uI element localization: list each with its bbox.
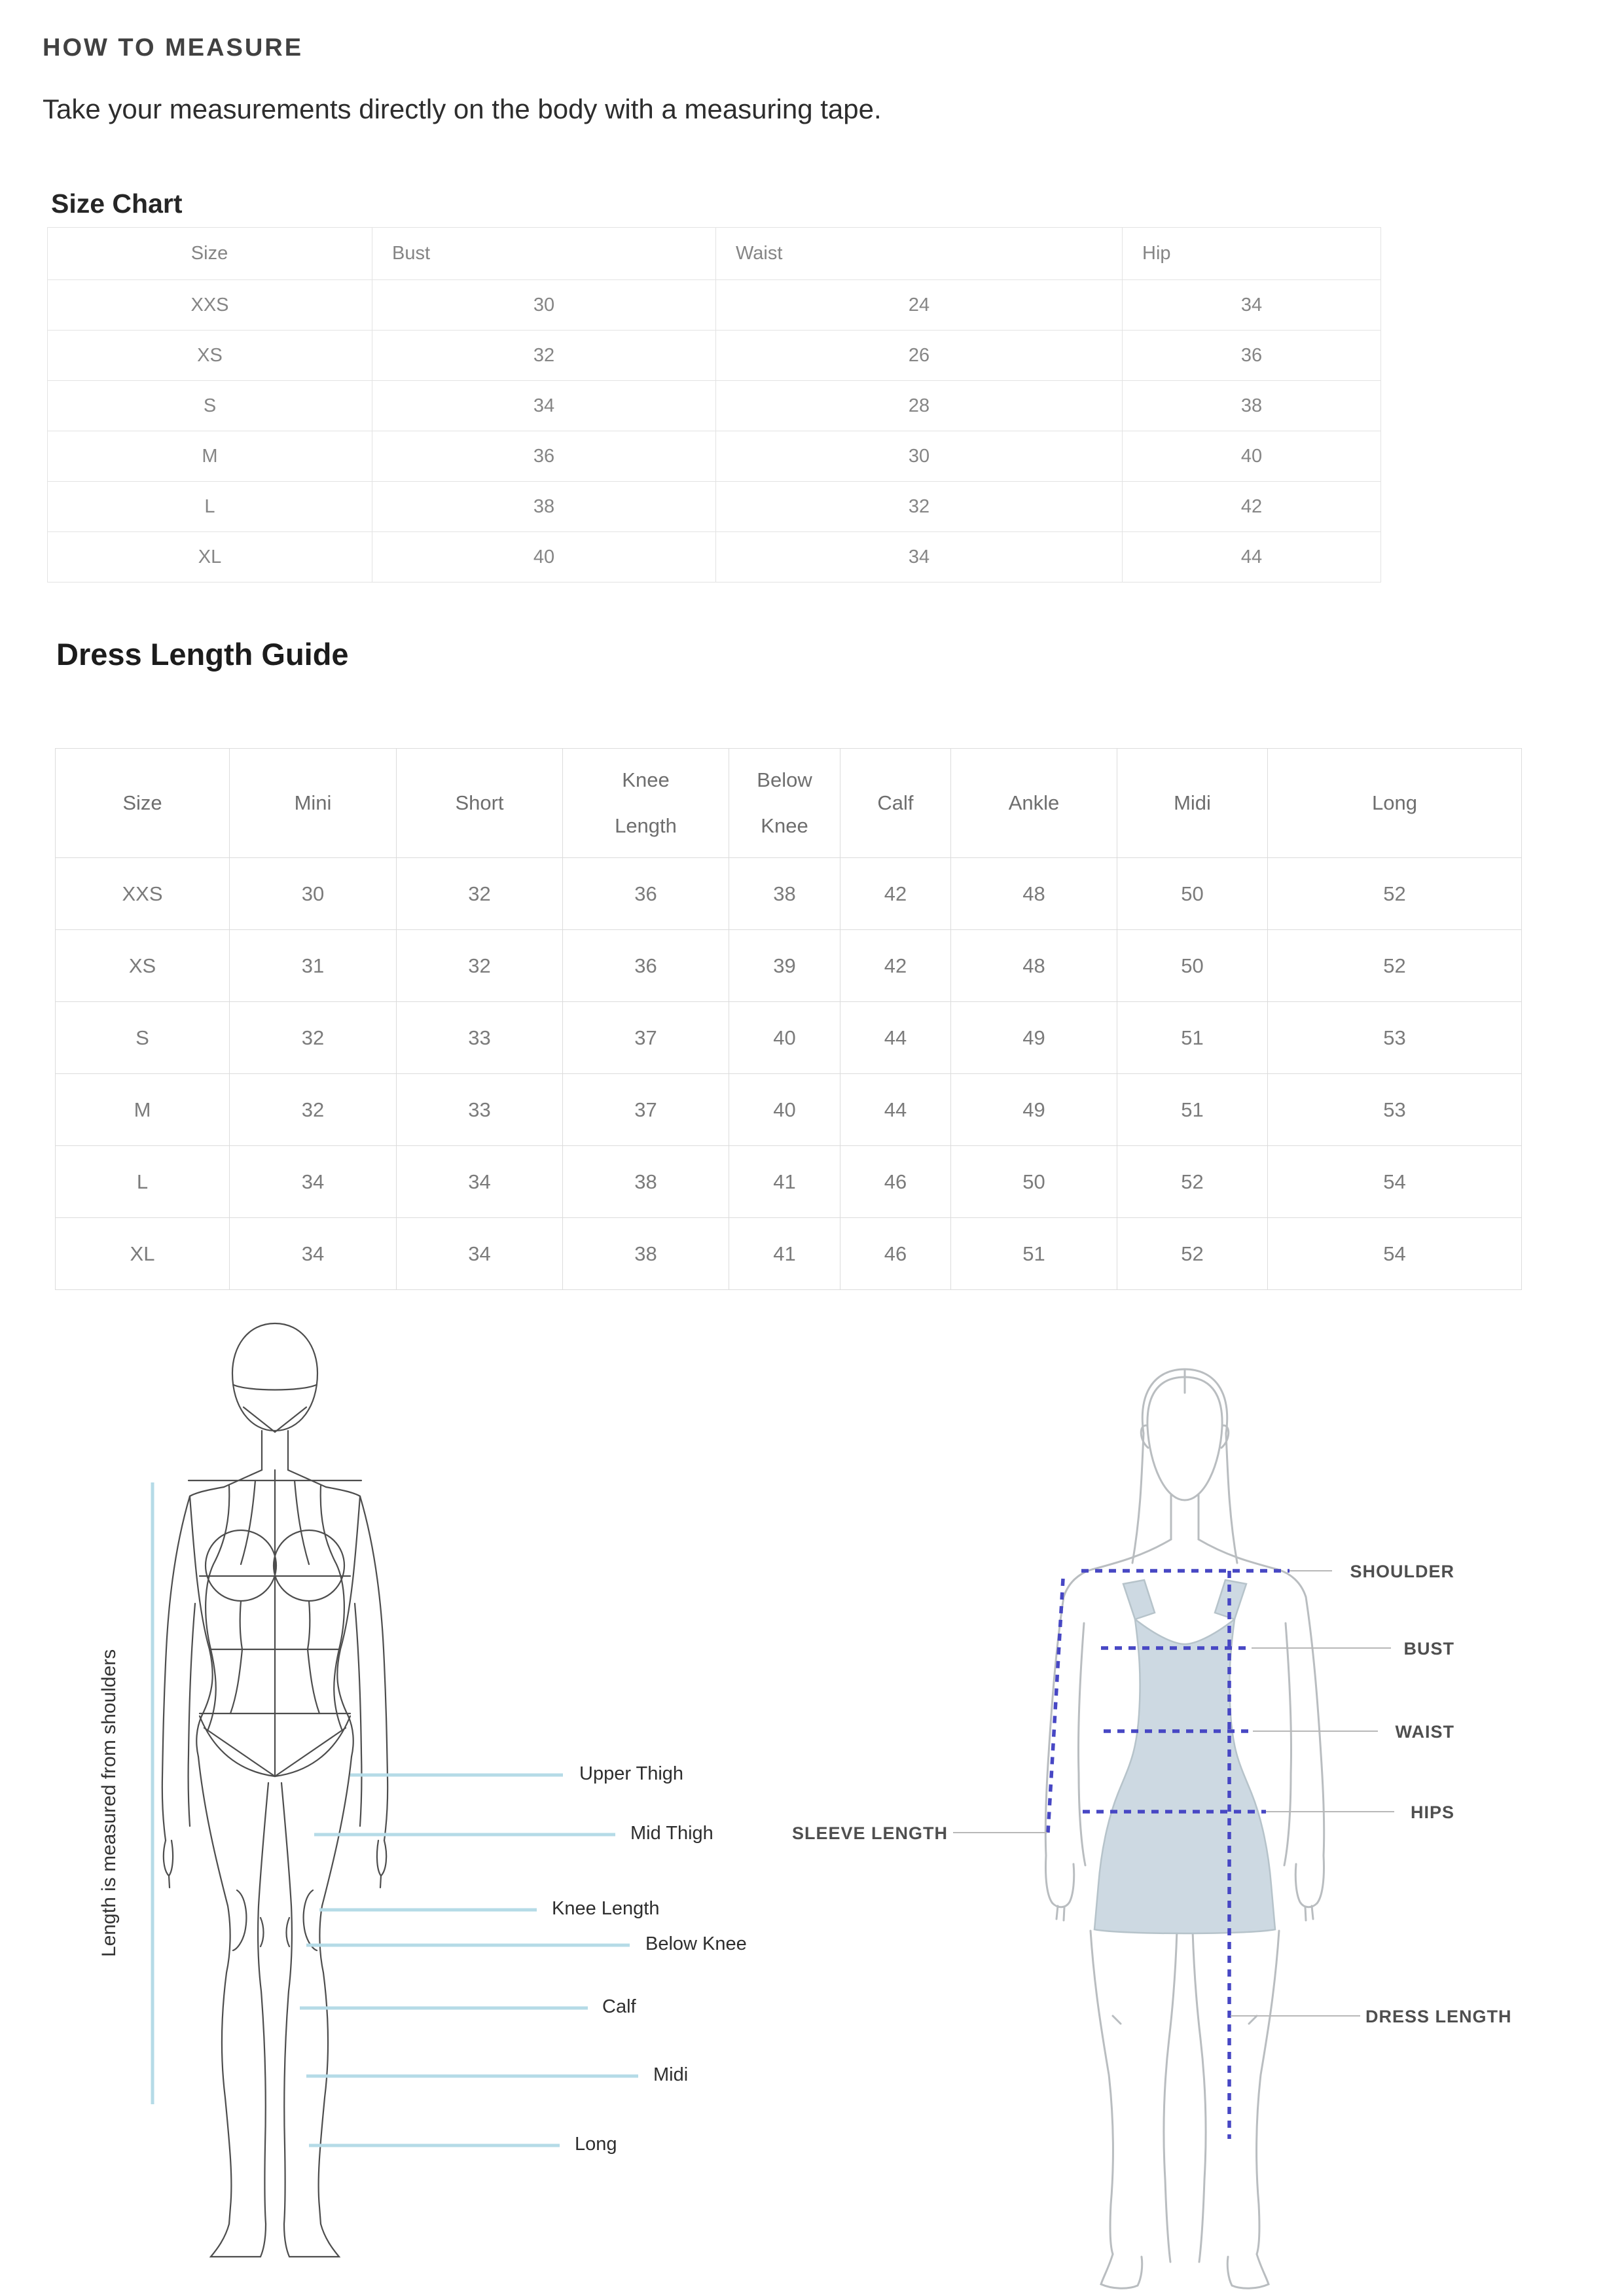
size-cell: L: [48, 482, 372, 532]
cell: 37: [563, 1002, 729, 1074]
column-header-size: Size: [48, 228, 372, 280]
cell: 48: [951, 930, 1117, 1002]
table-row: [48, 482, 1381, 532]
hip-cell: 42: [1123, 482, 1381, 532]
cell: 50: [951, 1146, 1117, 1218]
cell: 34: [230, 1218, 397, 1290]
column-header-short: Short: [397, 749, 563, 858]
waist-cell: 28: [716, 381, 1123, 431]
cell: 51: [951, 1218, 1117, 1290]
bust-cell: 30: [372, 280, 716, 331]
body-sketch-figures: [0, 1289, 1624, 2296]
size-chart-heading: Size Chart: [51, 188, 183, 219]
cell: 33: [397, 1074, 563, 1146]
measure-label-bust: BUST: [1403, 1639, 1454, 1659]
cell: 32: [397, 858, 563, 930]
waist-cell: 34: [716, 532, 1123, 583]
bust-cell: 40: [372, 532, 716, 583]
table-row: [48, 381, 1381, 431]
cell: 54: [1268, 1218, 1522, 1290]
table-row: [56, 858, 1522, 930]
cell: 50: [1117, 930, 1268, 1002]
bust-cell: 36: [372, 431, 716, 482]
cell: XL: [56, 1218, 230, 1290]
column-header-knee-length: Knee Length: [563, 749, 729, 858]
table-row: [56, 1218, 1522, 1290]
cell: 42: [840, 858, 951, 930]
cell: 49: [951, 1002, 1117, 1074]
column-header-waist: Waist: [716, 228, 1123, 280]
cell: 48: [951, 858, 1117, 930]
cell: 40: [729, 1074, 840, 1146]
cell: 53: [1268, 1002, 1522, 1074]
cell: 52: [1117, 1146, 1268, 1218]
bust-cell: 38: [372, 482, 716, 532]
size-cell: S: [48, 381, 372, 431]
length-label-below-knee: Below Knee: [645, 1933, 747, 1954]
waist-cell: 32: [716, 482, 1123, 532]
table-row: [56, 1074, 1522, 1146]
hip-cell: 34: [1123, 280, 1381, 331]
cell: 46: [840, 1218, 951, 1290]
column-header-long: Long: [1268, 749, 1522, 858]
cell: 32: [230, 1074, 397, 1146]
hip-cell: 40: [1123, 431, 1381, 482]
table-row: [48, 280, 1381, 331]
cell: 39: [729, 930, 840, 1002]
cell: XXS: [56, 858, 230, 930]
cell: 40: [729, 1002, 840, 1074]
hip-cell: 44: [1123, 532, 1381, 583]
header-row: [56, 749, 1522, 858]
cell: 31: [230, 930, 397, 1002]
column-header-bust: Bust: [372, 228, 716, 280]
table-row: [56, 930, 1522, 1002]
column-header-calf: Calf: [840, 749, 951, 858]
cell: 30: [230, 858, 397, 930]
cell: 53: [1268, 1074, 1522, 1146]
measure-label-shoulder: SHOULDER: [1350, 1562, 1454, 1581]
cell: 37: [563, 1074, 729, 1146]
length-label-upper-thigh: Upper Thigh: [579, 1763, 684, 1784]
hip-cell: 38: [1123, 381, 1381, 431]
measure-label-waist: WAIST: [1395, 1722, 1454, 1742]
bust-cell: 32: [372, 331, 716, 381]
waist-cell: 30: [716, 431, 1123, 482]
cell: 52: [1268, 930, 1522, 1002]
cell: 34: [397, 1218, 563, 1290]
table-row: [48, 331, 1381, 381]
croquis-figure: [162, 1323, 388, 2257]
cell: 36: [563, 858, 729, 930]
dress-shape: [1094, 1580, 1275, 1933]
cell: 44: [840, 1074, 951, 1146]
cell: 51: [1117, 1074, 1268, 1146]
size-chart-table: [47, 227, 1381, 583]
cell: 41: [729, 1146, 840, 1218]
measure-label-dress-length: DRESS LENGTH: [1365, 2007, 1512, 2026]
header-row: [48, 228, 1381, 280]
cell: S: [56, 1002, 230, 1074]
cell: 50: [1117, 858, 1268, 930]
cell: 46: [840, 1146, 951, 1218]
column-header-hip: Hip: [1123, 228, 1381, 280]
length-label-midi: Midi: [653, 2064, 689, 2085]
cell: 42: [840, 930, 951, 1002]
bust-cell: 34: [372, 381, 716, 431]
dress-length-guide-heading: Dress Length Guide: [56, 637, 349, 672]
length-label-mid-thigh: Mid Thigh: [630, 1823, 713, 1844]
column-header-mini: Mini: [230, 749, 397, 858]
cell: 34: [230, 1146, 397, 1218]
measure-label-sleeve-length: SLEEVE LENGTH: [791, 1823, 948, 1843]
cell: 34: [397, 1146, 563, 1218]
column-header-midi: Midi: [1117, 749, 1268, 858]
size-cell: M: [48, 431, 372, 482]
cell: 32: [230, 1002, 397, 1074]
length-label-calf: Calf: [602, 1996, 636, 2017]
length-label-long: Long: [575, 2134, 617, 2155]
cell: 33: [397, 1002, 563, 1074]
size-cell: XXS: [48, 280, 372, 331]
cell: 52: [1268, 858, 1522, 930]
dress-length-guide-table: [55, 748, 1522, 1290]
table-row: [48, 532, 1381, 583]
cell: 52: [1117, 1218, 1268, 1290]
table-row: [48, 431, 1381, 482]
waist-cell: 26: [716, 331, 1123, 381]
hip-cell: 36: [1123, 331, 1381, 381]
cell: 49: [951, 1074, 1117, 1146]
cell: 54: [1268, 1146, 1522, 1218]
cell: 44: [840, 1002, 951, 1074]
waist-cell: 24: [716, 280, 1123, 331]
measure-label-hips: HIPS: [1410, 1803, 1454, 1822]
column-header-size: Size: [56, 749, 230, 858]
cell: 36: [563, 930, 729, 1002]
cell: M: [56, 1074, 230, 1146]
size-cell: XL: [48, 532, 372, 583]
size-cell: XS: [48, 331, 372, 381]
cell: 38: [563, 1218, 729, 1290]
page-subtitle: Take your measurements directly on the body with a measuring tape.: [43, 94, 882, 124]
cell: 38: [729, 858, 840, 930]
cell: 41: [729, 1218, 840, 1290]
table-row: [56, 1002, 1522, 1074]
cell: 51: [1117, 1002, 1268, 1074]
column-header-ankle: Ankle: [951, 749, 1117, 858]
column-header-below-knee: Below Knee: [729, 749, 840, 858]
length-label-knee-length: Knee Length: [552, 1898, 660, 1919]
length-axis-label: Length is measured from shoulders: [98, 1649, 120, 1958]
cell: 32: [397, 930, 563, 1002]
page-title: HOW TO MEASURE: [43, 34, 304, 62]
length-guide-lines: [153, 1482, 638, 2145]
table-row: [56, 1146, 1522, 1218]
cell: L: [56, 1146, 230, 1218]
cell: XS: [56, 930, 230, 1002]
cell: 38: [563, 1146, 729, 1218]
